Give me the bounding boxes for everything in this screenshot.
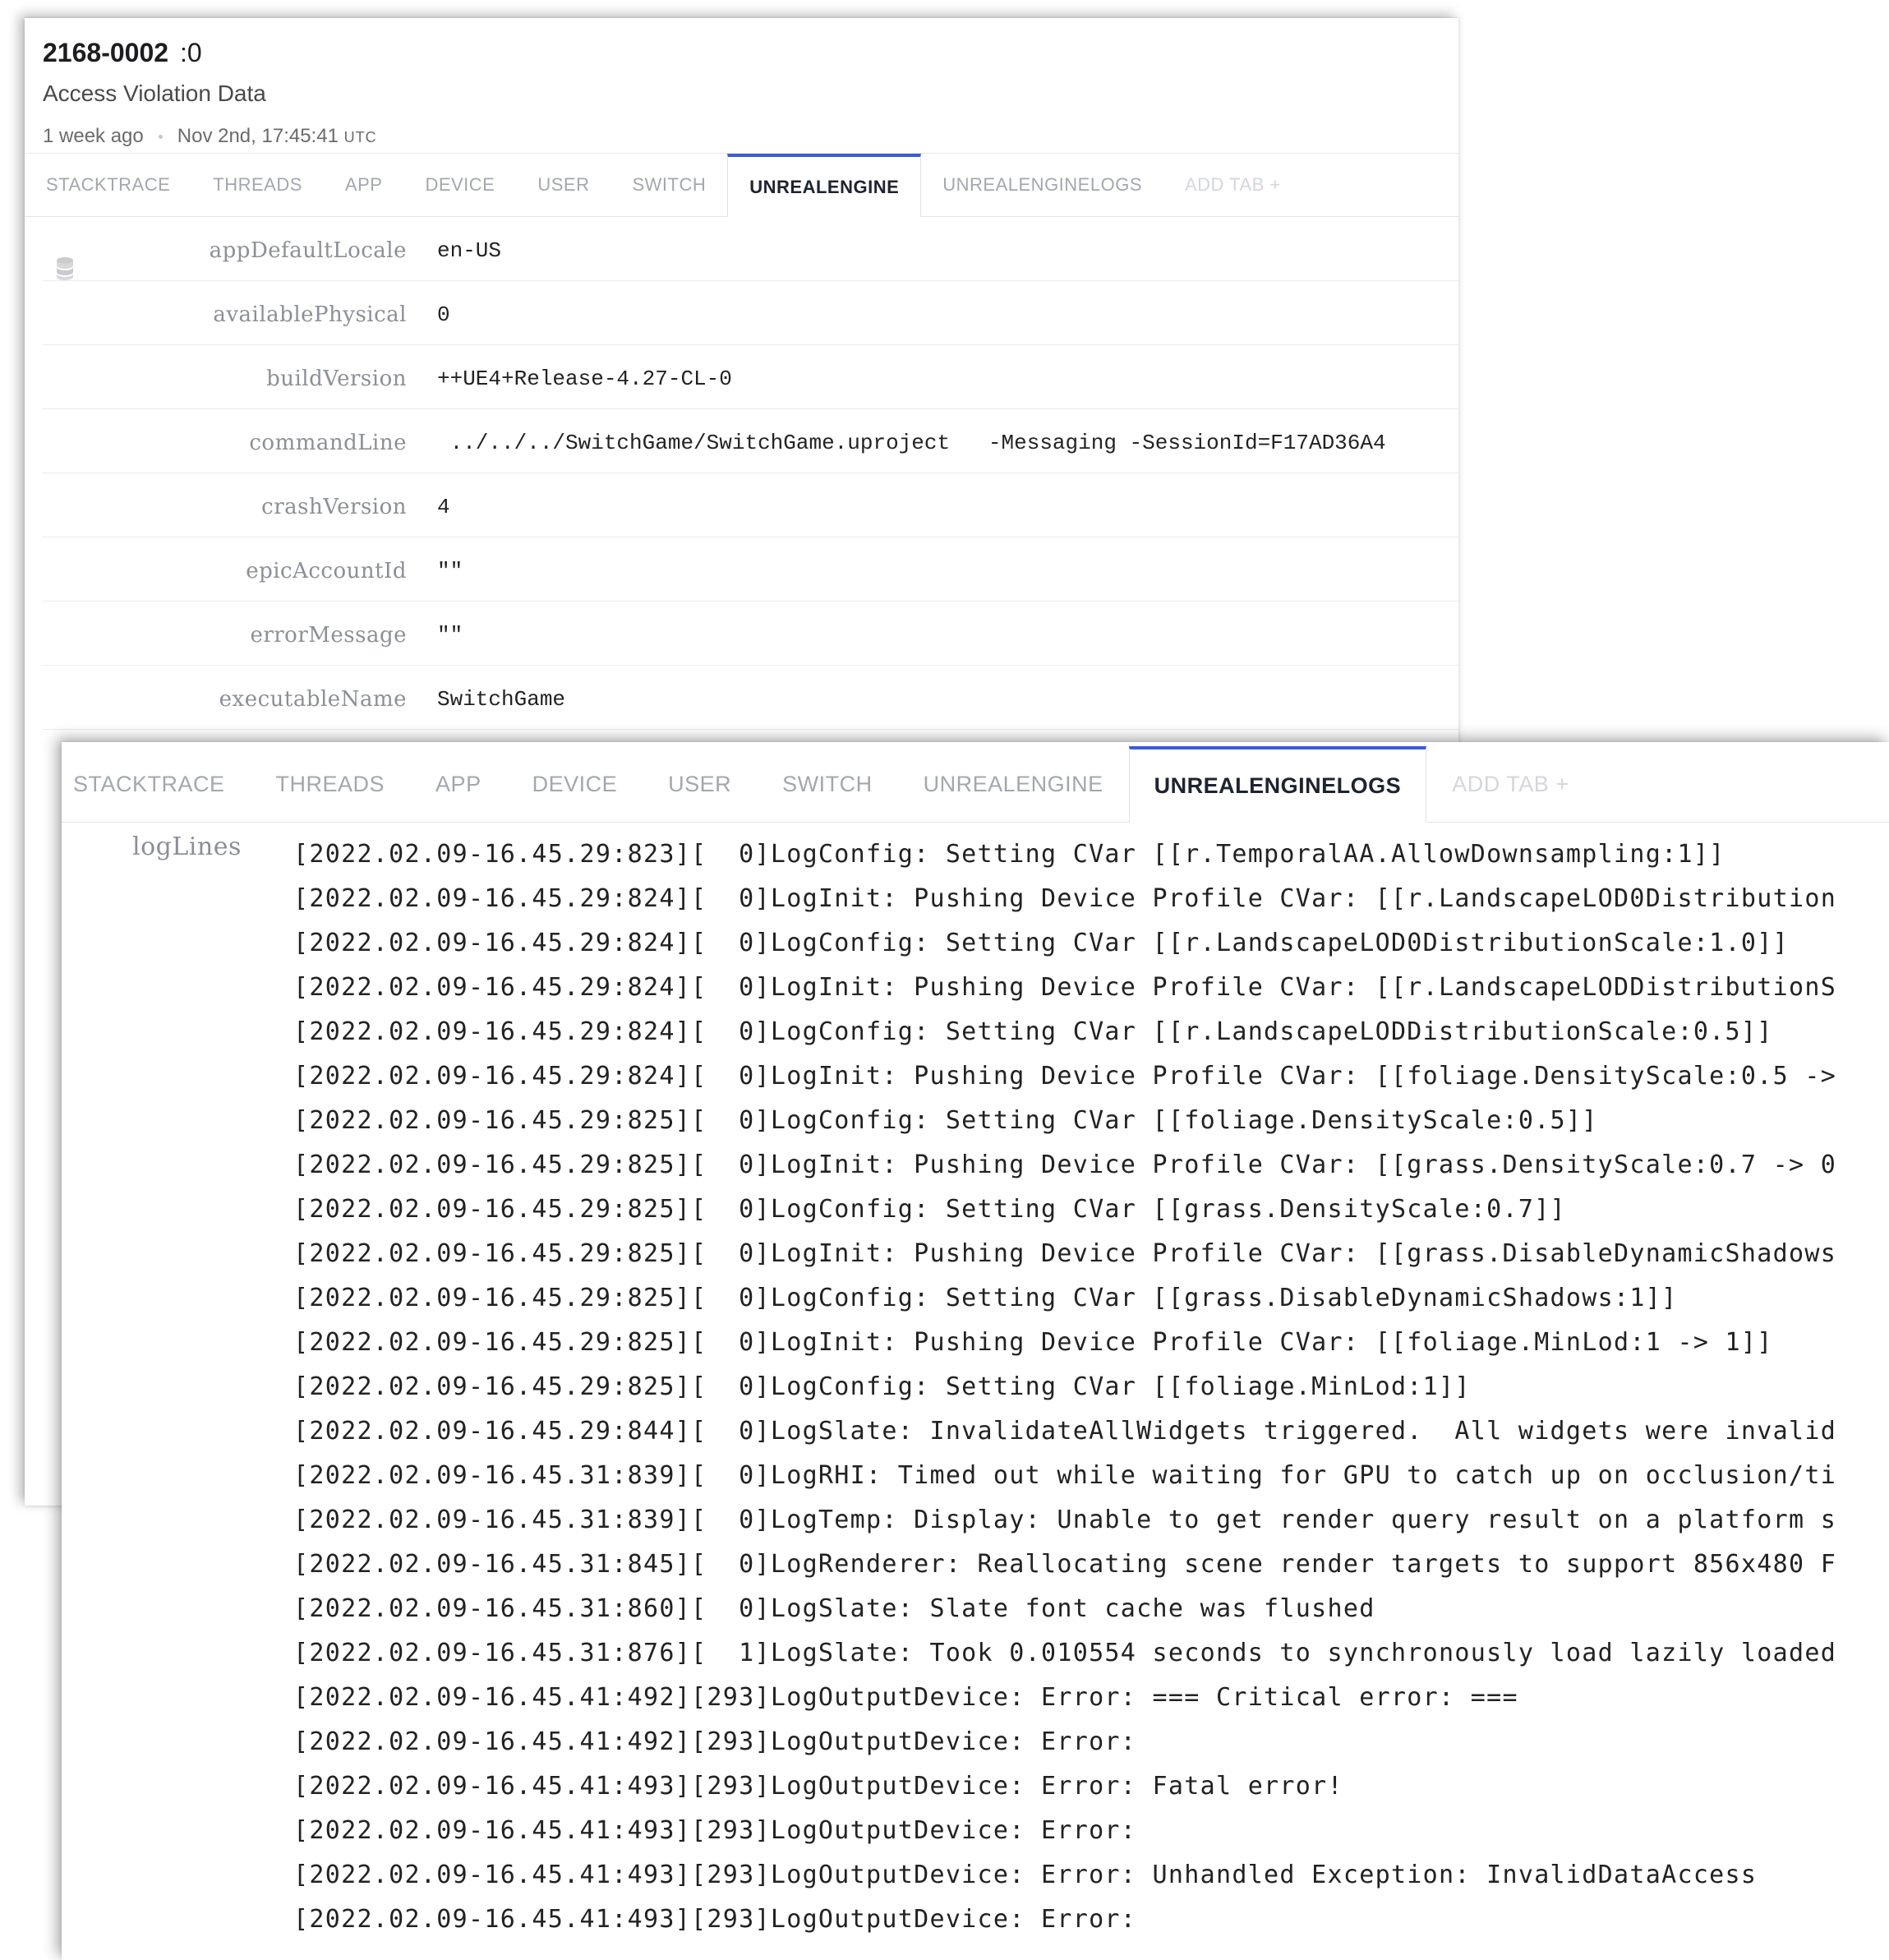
log-line: [2022.02.09-16.45.29:825][ 0]LogConfig: Setting CVar [[foliage.MinLod:1]] bbox=[293, 1372, 1471, 1401]
log-lines-key: logLines bbox=[132, 832, 242, 861]
log-line: [2022.02.09-16.45.41:493][293]LogOutputDevice: Error: bbox=[293, 1816, 1137, 1845]
issue-title bbox=[43, 38, 202, 68]
field-key: buildVersion bbox=[266, 367, 407, 391]
field-key: appDefaultLocale bbox=[209, 238, 407, 263]
field-row bbox=[43, 409, 1458, 473]
field-row bbox=[43, 666, 1458, 730]
log-line: [2022.02.09-16.45.29:825][ 0]LogConfig: Setting CVar [[foliage.DensityScale:0.5]] bbox=[293, 1106, 1598, 1135]
log-line: [2022.02.09-16.45.29:824][ 0]LogInit: Pushing Device Profile CVar: [[r.LandscapeLODDistributionS bbox=[293, 973, 1837, 1002]
field-key: executableName bbox=[219, 687, 407, 712]
tab-threads[interactable]: THREADS bbox=[213, 174, 302, 195]
tab-stacktrace[interactable]: STACKTRACE bbox=[73, 771, 225, 796]
log-line: [2022.02.09-16.45.31:839][ 0]LogTemp: Display: Unable to get render query result on a platform s bbox=[293, 1506, 1837, 1534]
field-row bbox=[43, 602, 1458, 666]
log-line: [2022.02.09-16.45.41:493][293]LogOutputDevice: Error: Fatal error! bbox=[293, 1772, 1343, 1801]
issue-id: 2168-0002 bbox=[43, 38, 169, 67]
add-tab-button[interactable]: ADD TAB + bbox=[1452, 771, 1569, 796]
field-value: 0 bbox=[437, 302, 450, 327]
tab-switch[interactable]: SWITCH bbox=[632, 174, 707, 195]
field-value: 4 bbox=[437, 495, 450, 519]
log-line: [2022.02.09-16.45.29:824][ 0]LogInit: Pushing Device Profile CVar: [[r.LandscapeLOD0Distribution bbox=[293, 884, 1837, 913]
tab-device[interactable]: DEVICE bbox=[425, 174, 495, 195]
log-line: [2022.02.09-16.45.29:824][ 0]LogConfig: Setting CVar [[r.LandscapeLOD0DistributionScale:1.0]] bbox=[293, 929, 1789, 957]
log-line: [2022.02.09-16.45.31:860][ 0]LogSlate: Slate font cache was flushed bbox=[293, 1594, 1375, 1623]
crash-detail-panel-front bbox=[62, 742, 1889, 1960]
log-line: [2022.02.09-16.45.29:824][ 0]LogInit: Pushing Device Profile CVar: [[foliage.DensityScale:0.5 -> bbox=[293, 1062, 1837, 1091]
tab-user[interactable]: USER bbox=[668, 771, 732, 796]
field-value: ++UE4+Release-4.27-CL-0 bbox=[437, 367, 732, 391]
tab-bar bbox=[25, 153, 1458, 217]
timezone: UTC bbox=[343, 129, 377, 145]
field-value: SwitchGame bbox=[437, 687, 566, 712]
tab-unrealenginelogs[interactable]: UNREALENGINELOGS bbox=[1129, 746, 1427, 823]
log-line: [2022.02.09-16.45.29:844][ 0]LogSlate: InvalidateAllWidgets triggered. All widgets were invalid bbox=[293, 1417, 1837, 1446]
field-key: epicAccountId bbox=[246, 559, 407, 583]
log-line: [2022.02.09-16.45.29:825][ 0]LogInit: Pushing Device Profile CVar: [[grass.DensityScale:0.7 -> 0 bbox=[293, 1151, 1837, 1179]
tab-unrealenginelogs[interactable]: UNREALENGINELOGS bbox=[942, 174, 1142, 195]
field-row bbox=[43, 345, 1458, 409]
tab-unrealengine[interactable]: UNREALENGINE bbox=[923, 771, 1103, 796]
tab-unrealengine[interactable]: UNREALENGINE bbox=[727, 154, 921, 217]
separator-dot bbox=[159, 135, 163, 139]
tab-app[interactable]: APP bbox=[344, 174, 383, 195]
log-line: [2022.02.09-16.45.41:492][293]LogOutputDevice: Error: bbox=[293, 1727, 1137, 1756]
tab-user[interactable]: USER bbox=[537, 174, 590, 195]
log-line: [2022.02.09-16.45.41:493][293]LogOutputDevice: Error: bbox=[293, 1905, 1137, 1934]
engine-field-list bbox=[43, 217, 1458, 730]
issue-subtitle: Access Violation Data bbox=[43, 81, 266, 106]
log-line: [2022.02.09-16.45.29:825][ 0]LogConfig: Setting CVar [[grass.DensityScale:0.7]] bbox=[293, 1195, 1566, 1224]
field-value: en-US bbox=[437, 238, 502, 263]
tab-bar bbox=[62, 746, 1889, 823]
log-line: [2022.02.09-16.45.41:492][293]LogOutputDevice: Error: === Critical error: === bbox=[293, 1683, 1518, 1712]
field-row bbox=[43, 281, 1458, 345]
tab-app[interactable]: APP bbox=[435, 771, 481, 796]
field-key: commandLine bbox=[249, 431, 407, 455]
issue-suffix: :0 bbox=[180, 38, 202, 67]
datetime: Nov 2nd, 17:45:41 bbox=[177, 125, 339, 147]
field-row bbox=[43, 537, 1458, 602]
log-line: [2022.02.09-16.45.29:823][ 0]LogConfig: Setting CVar [[r.TemporalAA.AllowDownsampling:1]] bbox=[293, 840, 1725, 869]
add-tab-button[interactable]: ADD TAB + bbox=[1185, 174, 1281, 195]
field-value: ../../../SwitchGame/SwitchGame.uproject -Messaging -SessionId=F17AD36A4 bbox=[437, 431, 1386, 455]
field-value: "" bbox=[437, 559, 463, 583]
field-row bbox=[43, 217, 1458, 281]
log-line: [2022.02.09-16.45.29:825][ 0]LogConfig: Setting CVar [[grass.DisableDynamicShadows:1]] bbox=[293, 1284, 1678, 1312]
tab-stacktrace[interactable]: STACKTRACE bbox=[46, 174, 171, 195]
field-key: errorMessage bbox=[250, 623, 407, 648]
issue-meta bbox=[43, 125, 377, 148]
log-line: [2022.02.09-16.45.31:876][ 1]LogSlate: Took 0.010554 seconds to synchronously load lazily loaded bbox=[293, 1639, 1837, 1667]
field-value: "" bbox=[437, 623, 463, 648]
tab-threads[interactable]: THREADS bbox=[275, 771, 385, 796]
log-lines-list bbox=[293, 832, 1836, 1942]
field-row bbox=[43, 473, 1458, 537]
field-key: crashVersion bbox=[261, 495, 407, 519]
log-line: [2022.02.09-16.45.29:825][ 0]LogInit: Pushing Device Profile CVar: [[foliage.MinLod:1 -> 1]] bbox=[293, 1328, 1773, 1357]
log-line: [2022.02.09-16.45.31:845][ 0]LogRenderer: Reallocating scene render targets to support 856x480 F bbox=[293, 1550, 1837, 1579]
log-line: [2022.02.09-16.45.29:824][ 0]LogConfig: Setting CVar [[r.LandscapeLODDistributionScale:0.5]] bbox=[293, 1017, 1773, 1046]
field-key: availablePhysical bbox=[213, 302, 407, 327]
log-line: [2022.02.09-16.45.41:493][293]LogOutputDevice: Error: Unhandled Exception: InvalidDataAccess bbox=[293, 1861, 1758, 1889]
relative-time: 1 week ago bbox=[43, 125, 144, 147]
log-line: [2022.02.09-16.45.31:839][ 0]LogRHI: Timed out while waiting for GPU to catch up on occlusion/ti bbox=[293, 1461, 1837, 1490]
log-line: [2022.02.09-16.45.29:825][ 0]LogInit: Pushing Device Profile CVar: [[grass.DisableDynamicShadows bbox=[293, 1239, 1837, 1268]
tab-switch[interactable]: SWITCH bbox=[782, 771, 873, 796]
tab-device[interactable]: DEVICE bbox=[532, 771, 618, 796]
